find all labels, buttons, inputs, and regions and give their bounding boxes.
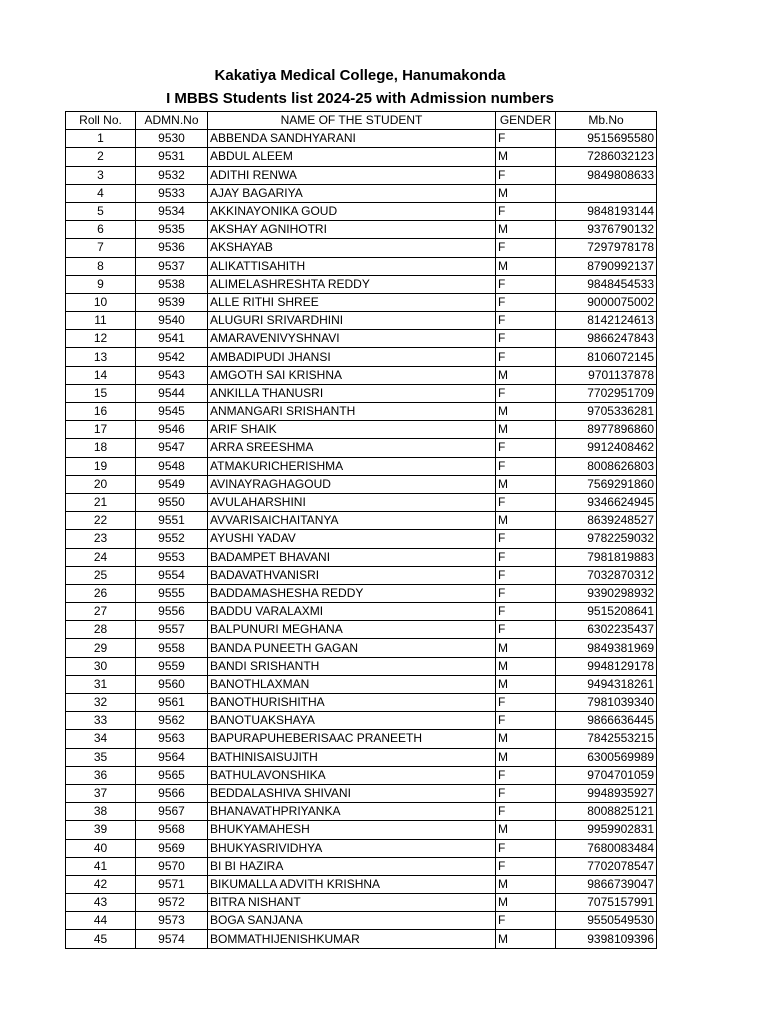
cell-student-name: BAPURAPUHEBERISAAC PRANEETH	[208, 730, 496, 748]
cell-mobile-no: 9376790132	[556, 221, 657, 239]
header-mobile-no: Mb.No	[556, 112, 657, 130]
cell-mobile-no: 9550549530	[556, 912, 657, 930]
cell-admission-no: 9563	[136, 730, 208, 748]
cell-student-name: ABDUL ALEEM	[208, 148, 496, 166]
cell-roll-no: 4	[66, 184, 136, 202]
cell-gender: M	[496, 475, 556, 493]
cell-gender: M	[496, 639, 556, 657]
cell-student-name: AJAY BAGARIYA	[208, 184, 496, 202]
cell-admission-no: 9549	[136, 475, 208, 493]
cell-roll-no: 7	[66, 239, 136, 257]
table-row	[66, 166, 657, 184]
cell-roll-no: 40	[66, 839, 136, 857]
cell-roll-no: 21	[66, 493, 136, 511]
cell-gender: F	[496, 548, 556, 566]
table-row	[66, 930, 657, 948]
cell-mobile-no: 8977896860	[556, 421, 657, 439]
cell-gender: F	[496, 166, 556, 184]
cell-gender: F	[496, 712, 556, 730]
table-row	[66, 330, 657, 348]
cell-student-name: ARRA SREESHMA	[208, 439, 496, 457]
cell-mobile-no: 6302235437	[556, 621, 657, 639]
table-row	[66, 584, 657, 602]
cell-gender: F	[496, 275, 556, 293]
cell-student-name: BADAMPET BHAVANI	[208, 548, 496, 566]
table-row	[66, 766, 657, 784]
cell-admission-no: 9543	[136, 366, 208, 384]
table-row	[66, 421, 657, 439]
cell-admission-no: 9561	[136, 694, 208, 712]
table-row	[66, 603, 657, 621]
cell-mobile-no: 9948129178	[556, 657, 657, 675]
cell-gender: M	[496, 657, 556, 675]
table-row	[66, 221, 657, 239]
cell-student-name: ADITHI RENWA	[208, 166, 496, 184]
cell-student-name: BANOTHLAXMAN	[208, 675, 496, 693]
cell-student-name: BHANAVATHPRIYANKA	[208, 803, 496, 821]
cell-roll-no: 3	[66, 166, 136, 184]
cell-roll-no: 8	[66, 257, 136, 275]
cell-gender: M	[496, 821, 556, 839]
cell-student-name: BOGA SANJANA	[208, 912, 496, 930]
cell-student-name: ALIKATTISAHITH	[208, 257, 496, 275]
cell-admission-no: 9540	[136, 312, 208, 330]
cell-roll-no: 32	[66, 694, 136, 712]
cell-student-name: BADAVATHVANISRI	[208, 566, 496, 584]
cell-student-name: BITRA NISHANT	[208, 894, 496, 912]
table-row	[66, 348, 657, 366]
table-row	[66, 657, 657, 675]
document-header	[64, 64, 656, 110]
cell-admission-no: 9559	[136, 657, 208, 675]
table-body	[66, 130, 657, 948]
cell-gender: F	[496, 293, 556, 311]
cell-gender: M	[496, 748, 556, 766]
cell-gender: M	[496, 875, 556, 893]
cell-roll-no: 43	[66, 894, 136, 912]
cell-admission-no: 9548	[136, 457, 208, 475]
cell-mobile-no: 7702078547	[556, 857, 657, 875]
student-table	[65, 111, 657, 949]
cell-roll-no: 17	[66, 421, 136, 439]
table-row	[66, 912, 657, 930]
table-row	[66, 894, 657, 912]
cell-admission-no: 9546	[136, 421, 208, 439]
cell-gender: M	[496, 184, 556, 202]
cell-roll-no: 9	[66, 275, 136, 293]
cell-gender: F	[496, 493, 556, 511]
cell-roll-no: 42	[66, 875, 136, 893]
cell-roll-no: 10	[66, 293, 136, 311]
table-row	[66, 803, 657, 821]
page-subtitle: I MBBS Students list 2024-25 with Admission numbers	[166, 90, 554, 107]
cell-student-name: AMGOTH SAI KRISHNA	[208, 366, 496, 384]
cell-mobile-no: 7981819883	[556, 548, 657, 566]
cell-admission-no: 9538	[136, 275, 208, 293]
cell-mobile-no: 8008626803	[556, 457, 657, 475]
cell-roll-no: 1	[66, 130, 136, 148]
cell-roll-no: 41	[66, 857, 136, 875]
cell-student-name: AMARAVENIVYSHNAVI	[208, 330, 496, 348]
table-row	[66, 821, 657, 839]
table-row	[66, 748, 657, 766]
cell-roll-no: 22	[66, 512, 136, 530]
cell-roll-no: 29	[66, 639, 136, 657]
cell-gender: F	[496, 766, 556, 784]
cell-admission-no: 9532	[136, 166, 208, 184]
cell-roll-no: 12	[66, 330, 136, 348]
header-admission-no: ADMN.No	[136, 112, 208, 130]
table-row	[66, 439, 657, 457]
cell-student-name: ALUGURI SRIVARDHINI	[208, 312, 496, 330]
cell-admission-no: 9573	[136, 912, 208, 930]
cell-admission-no: 9555	[136, 584, 208, 602]
cell-gender: M	[496, 221, 556, 239]
table-row	[66, 730, 657, 748]
cell-mobile-no	[556, 184, 657, 202]
cell-admission-no: 9564	[136, 748, 208, 766]
cell-mobile-no: 9782259032	[556, 530, 657, 548]
cell-mobile-no: 7702951709	[556, 384, 657, 402]
cell-admission-no: 9558	[136, 639, 208, 657]
cell-admission-no: 9541	[136, 330, 208, 348]
cell-gender: M	[496, 730, 556, 748]
cell-admission-no: 9530	[136, 130, 208, 148]
cell-mobile-no: 8142124613	[556, 312, 657, 330]
cell-mobile-no: 7981039340	[556, 694, 657, 712]
table-row	[66, 257, 657, 275]
cell-mobile-no: 9000075002	[556, 293, 657, 311]
cell-admission-no: 9534	[136, 202, 208, 220]
cell-roll-no: 25	[66, 566, 136, 584]
cell-student-name: ARIF SHAIK	[208, 421, 496, 439]
cell-student-name: BHUKYASRIVIDHYA	[208, 839, 496, 857]
cell-admission-no: 9556	[136, 603, 208, 621]
cell-gender: M	[496, 421, 556, 439]
cell-gender: F	[496, 439, 556, 457]
cell-mobile-no: 6300569989	[556, 748, 657, 766]
cell-mobile-no: 7075157991	[556, 894, 657, 912]
cell-mobile-no: 9959902831	[556, 821, 657, 839]
cell-student-name: BATHINISAISUJITH	[208, 748, 496, 766]
cell-student-name: ABBENDA SANDHYARANI	[208, 130, 496, 148]
cell-gender: F	[496, 239, 556, 257]
cell-gender: M	[496, 894, 556, 912]
table-row	[66, 239, 657, 257]
cell-gender: M	[496, 930, 556, 948]
cell-gender: F	[496, 857, 556, 875]
cell-admission-no: 9533	[136, 184, 208, 202]
cell-roll-no: 18	[66, 439, 136, 457]
cell-admission-no: 9535	[136, 221, 208, 239]
cell-mobile-no: 8106072145	[556, 348, 657, 366]
cell-gender: F	[496, 584, 556, 602]
cell-admission-no: 9562	[136, 712, 208, 730]
cell-roll-no: 36	[66, 766, 136, 784]
cell-roll-no: 34	[66, 730, 136, 748]
cell-gender: F	[496, 330, 556, 348]
cell-student-name: AKKINAYONIKA GOUD	[208, 202, 496, 220]
header-roll-no: Roll No.	[66, 112, 136, 130]
cell-gender: F	[496, 348, 556, 366]
cell-admission-no: 9565	[136, 766, 208, 784]
cell-student-name: BANOTHURISHITHA	[208, 694, 496, 712]
cell-mobile-no: 9346624945	[556, 493, 657, 511]
cell-gender: F	[496, 621, 556, 639]
table-row	[66, 293, 657, 311]
cell-admission-no: 9566	[136, 784, 208, 802]
cell-admission-no: 9550	[136, 493, 208, 511]
cell-roll-no: 11	[66, 312, 136, 330]
table-row	[66, 639, 657, 657]
cell-gender: M	[496, 403, 556, 421]
cell-roll-no: 44	[66, 912, 136, 930]
table-row	[66, 512, 657, 530]
table-row	[66, 457, 657, 475]
cell-admission-no: 9536	[136, 239, 208, 257]
cell-roll-no: 16	[66, 403, 136, 421]
table-row	[66, 475, 657, 493]
table-row	[66, 839, 657, 857]
cell-roll-no: 37	[66, 784, 136, 802]
cell-gender: M	[496, 512, 556, 530]
cell-student-name: BANOTUAKSHAYA	[208, 712, 496, 730]
cell-student-name: BANDA PUNEETH GAGAN	[208, 639, 496, 657]
table-row	[66, 130, 657, 148]
cell-gender: F	[496, 803, 556, 821]
cell-roll-no: 38	[66, 803, 136, 821]
cell-mobile-no: 9398109396	[556, 930, 657, 948]
cell-gender: F	[496, 694, 556, 712]
cell-gender: F	[496, 312, 556, 330]
cell-admission-no: 9569	[136, 839, 208, 857]
cell-admission-no: 9554	[136, 566, 208, 584]
cell-admission-no: 9568	[136, 821, 208, 839]
cell-mobile-no: 9849808633	[556, 166, 657, 184]
table-row	[66, 312, 657, 330]
cell-gender: F	[496, 457, 556, 475]
cell-mobile-no: 7569291860	[556, 475, 657, 493]
cell-roll-no: 6	[66, 221, 136, 239]
cell-roll-no: 13	[66, 348, 136, 366]
table-row	[66, 202, 657, 220]
cell-mobile-no: 9515695580	[556, 130, 657, 148]
table-row	[66, 548, 657, 566]
cell-mobile-no: 8790992137	[556, 257, 657, 275]
cell-student-name: ALIMELASHRESHTA REDDY	[208, 275, 496, 293]
cell-admission-no: 9542	[136, 348, 208, 366]
cell-mobile-no: 9515208641	[556, 603, 657, 621]
cell-student-name: BADDAMASHESHA REDDY	[208, 584, 496, 602]
cell-roll-no: 24	[66, 548, 136, 566]
cell-gender: F	[496, 384, 556, 402]
cell-student-name: AVINAYRAGHAGOUD	[208, 475, 496, 493]
table-row	[66, 403, 657, 421]
header-gender: GENDER	[496, 112, 556, 130]
table-row	[66, 712, 657, 730]
cell-gender: F	[496, 202, 556, 220]
cell-student-name: BI BI HAZIRA	[208, 857, 496, 875]
cell-roll-no: 2	[66, 148, 136, 166]
cell-mobile-no: 9494318261	[556, 675, 657, 693]
cell-mobile-no: 9866636445	[556, 712, 657, 730]
cell-student-name: BATHULAVONSHIKA	[208, 766, 496, 784]
cell-mobile-no: 9912408462	[556, 439, 657, 457]
table-row	[66, 784, 657, 802]
table-row	[66, 694, 657, 712]
cell-admission-no: 9572	[136, 894, 208, 912]
cell-mobile-no: 7297978178	[556, 239, 657, 257]
cell-roll-no: 26	[66, 584, 136, 602]
cell-gender: M	[496, 366, 556, 384]
cell-student-name: BHUKYAMAHESH	[208, 821, 496, 839]
table-row	[66, 566, 657, 584]
cell-student-name: AMBADIPUDI JHANSI	[208, 348, 496, 366]
cell-admission-no: 9553	[136, 548, 208, 566]
cell-admission-no: 9571	[136, 875, 208, 893]
cell-student-name: AVVARISAICHAITANYA	[208, 512, 496, 530]
cell-admission-no: 9552	[136, 530, 208, 548]
cell-roll-no: 27	[66, 603, 136, 621]
cell-student-name: ALLE RITHI SHREE	[208, 293, 496, 311]
cell-mobile-no: 9866247843	[556, 330, 657, 348]
cell-mobile-no: 7286032123	[556, 148, 657, 166]
cell-admission-no: 9574	[136, 930, 208, 948]
cell-gender: F	[496, 130, 556, 148]
cell-student-name: BEDDALASHIVA SHIVANI	[208, 784, 496, 802]
cell-student-name: AKSHAYAB	[208, 239, 496, 257]
cell-gender: M	[496, 675, 556, 693]
cell-admission-no: 9551	[136, 512, 208, 530]
table-row	[66, 148, 657, 166]
cell-student-name: BALPUNURI MEGHANA	[208, 621, 496, 639]
cell-student-name: AVULAHARSHINI	[208, 493, 496, 511]
cell-admission-no: 9567	[136, 803, 208, 821]
cell-student-name: BADDU VARALAXMI	[208, 603, 496, 621]
cell-admission-no: 9560	[136, 675, 208, 693]
table-row	[66, 621, 657, 639]
cell-mobile-no: 9701137878	[556, 366, 657, 384]
cell-roll-no: 45	[66, 930, 136, 948]
cell-roll-no: 35	[66, 748, 136, 766]
cell-mobile-no: 9866739047	[556, 875, 657, 893]
cell-mobile-no: 9948935927	[556, 784, 657, 802]
cell-student-name: ANMANGARI SRISHANTH	[208, 403, 496, 421]
cell-mobile-no: 9848193144	[556, 202, 657, 220]
cell-mobile-no: 9848454533	[556, 275, 657, 293]
table-row	[66, 184, 657, 202]
cell-roll-no: 5	[66, 202, 136, 220]
cell-admission-no: 9545	[136, 403, 208, 421]
cell-student-name: AKSHAY AGNIHOTRI	[208, 221, 496, 239]
cell-student-name: AYUSHI YADAV	[208, 530, 496, 548]
cell-roll-no: 19	[66, 457, 136, 475]
cell-admission-no: 9537	[136, 257, 208, 275]
cell-roll-no: 30	[66, 657, 136, 675]
cell-roll-no: 33	[66, 712, 136, 730]
cell-gender: F	[496, 784, 556, 802]
cell-gender: F	[496, 912, 556, 930]
cell-gender: F	[496, 839, 556, 857]
table-row	[66, 275, 657, 293]
cell-mobile-no: 7680083484	[556, 839, 657, 857]
cell-mobile-no: 9704701059	[556, 766, 657, 784]
cell-roll-no: 31	[66, 675, 136, 693]
cell-roll-no: 15	[66, 384, 136, 402]
cell-mobile-no: 8639248527	[556, 512, 657, 530]
cell-student-name: ATMAKURICHERISHMA	[208, 457, 496, 475]
cell-admission-no: 9570	[136, 857, 208, 875]
cell-admission-no: 9544	[136, 384, 208, 402]
table-row	[66, 875, 657, 893]
cell-admission-no: 9531	[136, 148, 208, 166]
cell-roll-no: 23	[66, 530, 136, 548]
table-row	[66, 384, 657, 402]
table-row	[66, 493, 657, 511]
cell-gender: F	[496, 530, 556, 548]
cell-mobile-no: 8008825121	[556, 803, 657, 821]
cell-roll-no: 28	[66, 621, 136, 639]
cell-roll-no: 14	[66, 366, 136, 384]
cell-mobile-no: 7032870312	[556, 566, 657, 584]
table-row	[66, 530, 657, 548]
cell-admission-no: 9557	[136, 621, 208, 639]
cell-mobile-no: 9705336281	[556, 403, 657, 421]
cell-student-name: BIKUMALLA ADVITH KRISHNA	[208, 875, 496, 893]
cell-mobile-no: 7842553215	[556, 730, 657, 748]
cell-roll-no: 20	[66, 475, 136, 493]
table-row	[66, 675, 657, 693]
cell-gender: M	[496, 257, 556, 275]
cell-admission-no: 9547	[136, 439, 208, 457]
page-title: Kakatiya Medical College, Hanumakonda	[214, 67, 506, 84]
cell-student-name: ANKILLA THANUSRI	[208, 384, 496, 402]
cell-admission-no: 9539	[136, 293, 208, 311]
cell-gender: F	[496, 566, 556, 584]
cell-student-name: BANDI SRISHANTH	[208, 657, 496, 675]
header-student-name: NAME OF THE STUDENT	[208, 112, 496, 130]
cell-gender: F	[496, 603, 556, 621]
table-row	[66, 366, 657, 384]
table-row	[66, 857, 657, 875]
cell-mobile-no: 9390298932	[556, 584, 657, 602]
cell-student-name: BOMMATHIJENISHKUMAR	[208, 930, 496, 948]
cell-roll-no: 39	[66, 821, 136, 839]
cell-mobile-no: 9849381969	[556, 639, 657, 657]
cell-gender: M	[496, 148, 556, 166]
table-header-row	[66, 112, 657, 130]
